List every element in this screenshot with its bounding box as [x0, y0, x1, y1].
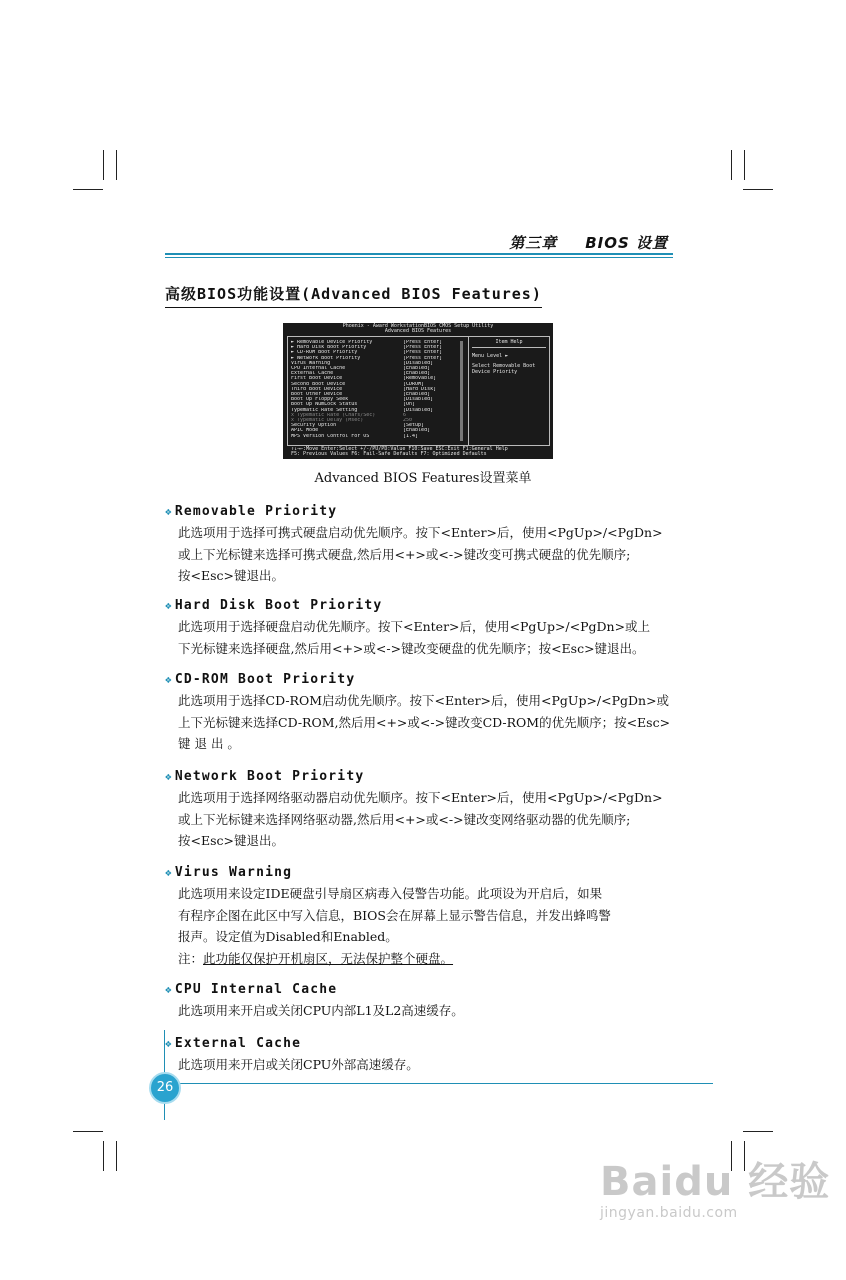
- bios-row-label: External Cache: [291, 371, 334, 377]
- bios-row-label: ► CD-ROM Boot Priority: [291, 350, 358, 356]
- note-text: 此功能仅保护开机扇区，无法保护整个硬盘。: [203, 950, 454, 966]
- bios-row-value: [Press Enter]: [403, 350, 443, 356]
- bios-footer-line: F5: Previous Values F6: Fail-Safe Defaults F7: Optimized Defaults: [291, 451, 487, 458]
- item-text: 下光标键来选择硬盘,然后用<+>或<->键改变硬盘的优先顺序；按<Esc>键退出。: [178, 640, 645, 656]
- diamond-bullet-icon: ❖: [165, 673, 173, 686]
- crop-mark: [73, 189, 103, 190]
- diamond-bullet-icon: ❖: [165, 770, 173, 783]
- bios-footer-line: ↑↓→←:Move Enter:Select +/-/PU/PD:Value F10:Save ESC:Exit F1:General Help: [291, 446, 508, 452]
- bios-row-label: Typematic Rate Setting: [291, 407, 358, 413]
- crop-mark: [743, 1131, 773, 1132]
- header-rule: [165, 257, 673, 258]
- item-title: External Cache: [174, 1036, 302, 1051]
- item-text: 此选项用来设定IDE硬盘引导扇区病毒入侵警告功能。此项设为开启后，如果: [178, 886, 603, 901]
- watermark-brand: Baidu 经验: [600, 1159, 831, 1205]
- bios-subtitle-line: Advanced BIOS Features: [384, 328, 452, 335]
- item-title: CD-ROM Boot Priority: [174, 672, 356, 687]
- bios-frame: [287, 336, 550, 446]
- bios-row-label: ► Hard Disk Boot Priority: [291, 345, 367, 351]
- item-text: 上下光标键来选择CD-ROM,然后用<+>或<->键改变CD-ROM的优先顺序；按<Esc>: [178, 714, 671, 730]
- bios-row-value: [Removable]: [403, 376, 437, 382]
- crop-mark: [103, 1141, 104, 1171]
- bios-row-value: [CDROM]: [403, 381, 425, 387]
- bios-help-menu-level: Menu Level ►: [472, 353, 509, 360]
- item-title: CPU Internal Cache: [174, 982, 338, 997]
- bios-row-label: Second Boot Device: [291, 381, 346, 387]
- item-virus-warning: [165, 862, 685, 969]
- bios-row-label: CPU Internal Cache: [291, 366, 346, 372]
- item-removable-priority: [165, 501, 685, 587]
- bios-item-list: [291, 340, 459, 439]
- diamond-bullet-icon: ❖: [165, 599, 173, 612]
- bios-row-value: [Disabled]: [403, 360, 434, 366]
- bios-divider: [468, 337, 469, 445]
- bios-help-title: Item Help: [472, 340, 546, 348]
- bios-row: [291, 434, 459, 439]
- item-cdrom-boot-priority: [165, 669, 685, 755]
- bios-title-line: Phoenix - Award WorkstationBIOS CMOS Setup Utility: [342, 323, 494, 329]
- bios-row-label: ► Network Boot Priority: [291, 355, 361, 361]
- item-text: 此选项用于选择可携式硬盘启动优先顺序。按下<Enter>后，使用<PgUp>/<PgDn>: [178, 525, 663, 540]
- item-title: Network Boot Priority: [174, 769, 365, 784]
- running-header: [509, 232, 668, 253]
- item-text: 此选项用于选择网络驱动器启动优先顺序。按下<Enter>后，使用<PgUp>/<PgDn>: [178, 790, 663, 805]
- crop-mark: [116, 150, 117, 180]
- item-text: 键 退 出 。: [178, 736, 240, 751]
- diamond-bullet-icon: ❖: [165, 1037, 173, 1050]
- item-external-cache: [165, 1033, 685, 1076]
- bios-row-value: [Enabled]: [403, 392, 431, 398]
- bios-row-label: Boot Up NumLock Status: [291, 402, 358, 408]
- diamond-bullet-icon: ❖: [165, 505, 173, 518]
- bios-row-value: [Enabled]: [403, 366, 431, 372]
- bios-row-label: Boot Up Floppy Seek: [291, 397, 349, 403]
- page-number: 26: [149, 1072, 181, 1104]
- bios-row-value: [Enabled]: [403, 428, 431, 434]
- bios-scrollbar: [460, 341, 463, 441]
- item-text: 此选项用来开启或关闭CPU外部高速缓存。: [178, 1057, 419, 1072]
- bios-row-value: [Press Enter]: [403, 340, 443, 345]
- bios-row-value: [Press Enter]: [403, 345, 443, 351]
- header-rule: [165, 253, 673, 255]
- item-text: 或上下光标键来选择可携式硬盘,然后用<+>或<->键改变可携式硬盘的优先顺序;: [178, 546, 631, 562]
- item-text: 此选项用于选择CD-ROM启动优先顺序。按下<Enter>后，使用<PgUp>/<PgDn>或: [178, 693, 670, 708]
- bios-row-value: 250: [403, 418, 413, 424]
- item-text: 按<Esc>键退出。: [178, 833, 284, 848]
- bios-row-label: Boot Other Device: [291, 392, 343, 398]
- item-title: Hard Disk Boot Priority: [174, 598, 383, 613]
- item-title: Removable Priority: [174, 504, 338, 519]
- diamond-bullet-icon: ❖: [165, 866, 173, 879]
- bios-row-value: [On]: [403, 402, 416, 408]
- chapter-label: 第三章: [509, 234, 558, 252]
- note-line: [178, 948, 688, 970]
- bios-row-value: [Hard Disk]: [403, 386, 437, 392]
- bios-row-value: [Disabled]: [403, 407, 434, 413]
- bios-row-label: Third Boot Device: [291, 386, 343, 392]
- bios-row-label: Virus Warning: [291, 360, 331, 366]
- bios-row-value: [Disabled]: [403, 397, 434, 403]
- crop-mark: [103, 150, 104, 180]
- bios-row-label: First Boot Device: [291, 376, 343, 382]
- note-prefix: 注：: [178, 950, 204, 966]
- diamond-bullet-icon: ❖: [165, 983, 173, 996]
- item-hard-disk-boot-priority: [165, 595, 685, 659]
- bios-help-text: Select Removable Boot Device Priority: [472, 363, 536, 375]
- item-text: 有程序企图在此区中写入信息，BIOS会在屏幕上显示警告信息，并发出蜂鸣警: [178, 907, 611, 923]
- figure-caption: Advanced BIOS Features设置菜单: [314, 471, 532, 486]
- bios-help-panel: [472, 340, 546, 375]
- bios-row-label: APIC Mode: [291, 428, 319, 434]
- bios-row-value: [1.4]: [403, 433, 419, 439]
- item-text: 报声。设定值为Disabled和Enabled。: [178, 929, 398, 944]
- bios-row-label: MPS Version Control For OS: [291, 433, 370, 439]
- bios-row-label: x Typematic Delay (Msec): [291, 418, 364, 424]
- crop-mark: [73, 1131, 103, 1132]
- crop-mark: [116, 1141, 117, 1171]
- section-title: 高级BIOS功能设置(Advanced BIOS Features): [165, 283, 542, 308]
- item-cpu-internal-cache: [165, 979, 685, 1022]
- crop-mark: [743, 189, 773, 190]
- crop-mark: [744, 150, 745, 180]
- item-text: 或上下光标键来选择网络驱动器,然后用<+>或<->键改变网络驱动器的优先顺序;: [178, 811, 631, 827]
- watermark: [600, 1150, 830, 1221]
- item-text: 按<Esc>键退出。: [178, 568, 284, 583]
- bios-row-value: [Enabled]: [403, 371, 431, 377]
- bios-row-label: x Typematic Rate (Chars/Sec): [291, 412, 376, 418]
- item-text: 此选项用于选择硬盘启动优先顺序。按下<Enter>后，使用<PgUp>/<PgDn>或上: [178, 619, 651, 634]
- item-text: 此选项用来开启或关闭CPU内部L1及L2高速缓存。: [178, 1003, 464, 1018]
- bios-row-label: ► Removable Device Priority: [291, 340, 373, 345]
- item-title: Virus Warning: [174, 865, 293, 880]
- bios-row-label: Security Option: [291, 423, 337, 429]
- bios-row-value: [Press Enter]: [403, 355, 443, 361]
- bios-screenshot: [283, 323, 553, 459]
- chapter-title: BIOS 设置: [585, 234, 668, 252]
- crop-mark: [731, 150, 732, 180]
- bios-row-value: [Setup]: [403, 423, 425, 429]
- bios-footer: [291, 447, 549, 457]
- item-network-boot-priority: [165, 766, 685, 852]
- footer-rule: [165, 1083, 713, 1084]
- bios-title: [283, 323, 553, 335]
- watermark-url: jingyan.baidu.com: [600, 1205, 738, 1221]
- bios-row-value: 6: [403, 412, 407, 418]
